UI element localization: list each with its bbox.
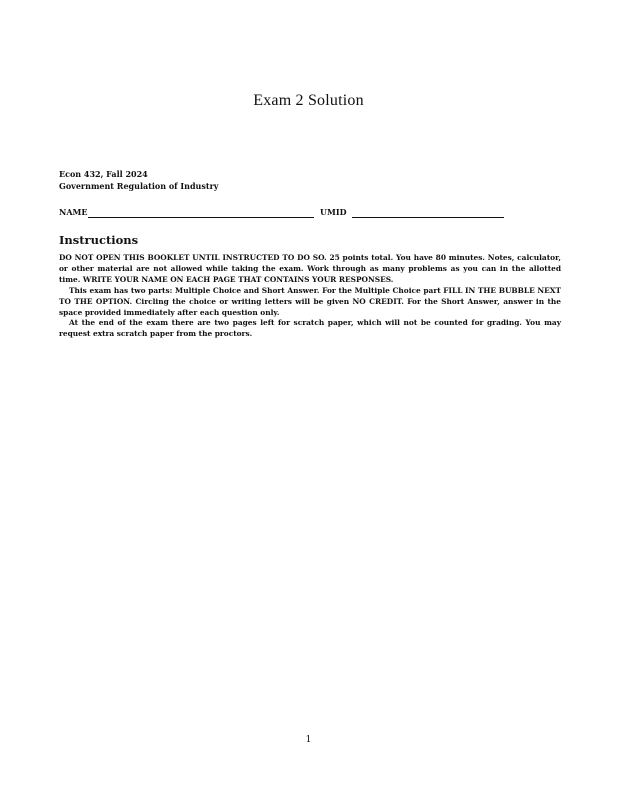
umid-label: UMID: [320, 207, 347, 217]
name-label: NAME: [59, 207, 88, 217]
instructions-heading: Instructions: [59, 233, 139, 247]
course-line: Econ 432, Fall 2024: [59, 169, 148, 179]
instructions-paragraph: DO NOT OPEN THIS BOOKLET UNTIL INSTRUCTED TO DO SO. 25 points total. You have 80 minutes. Notes, calculator, or other material are not allowed while taking the exam. Work through as many problems as you can in the allotted time. WRITE YOUR NAME ON EACH PAGE THAT CONTAINS YOUR RESPONSES.: [59, 253, 561, 284]
instructions-paragraph: At the end of the exam there are two pages left for scratch paper, which will not be counted for grading. You may request extra scratch paper from the proctors.: [59, 318, 561, 339]
name-blank-line: [88, 217, 314, 218]
name-umid-row: [59, 206, 509, 220]
exam-title: Exam 2 Solution: [253, 92, 364, 109]
page-number: 1: [305, 735, 312, 745]
instructions-body: [59, 253, 561, 340]
course-name: Government Regulation of Industry: [59, 181, 219, 191]
course-info: [59, 168, 218, 192]
instructions-paragraph: This exam has two parts: Multiple Choice and Short Answer. For the Multiple Choice part FILL IN THE BUBBLE NEXT TO THE OPTION. Circling the choice or writing letters will be given NO CREDIT. For the Short Answer, answer in the space provided immediately after each question only.: [59, 285, 561, 317]
umid-blank-line: [352, 217, 504, 218]
